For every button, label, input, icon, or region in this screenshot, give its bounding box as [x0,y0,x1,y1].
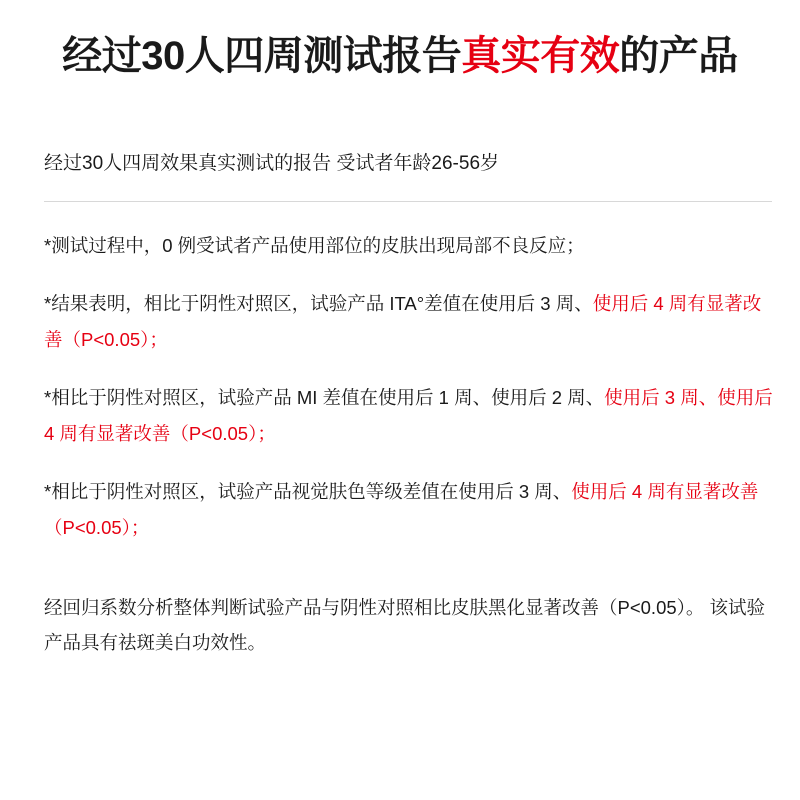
finding-mi-result-segment-0: *相比于阴性对照区，试验产品 MI 差值在使用后 1 周、使用后 2 周、 [44,386,605,408]
finding-ita-result [44,286,774,358]
page-title-highlight: 真实有效 [461,34,620,78]
page-title [0,32,800,80]
divider [44,201,772,202]
finding-conclusion [44,590,774,660]
page-title-lead: 经过30人四周测试报告 [62,34,462,78]
finding-no-adverse-reaction [44,228,774,264]
page-title-tail: 的产品 [619,34,738,78]
finding-mi-result [44,380,774,452]
finding-visual-skin-tone-result [44,474,774,546]
findings-list [44,228,774,661]
finding-visual-skin-tone-result-segment-0: *相比于阴性对照区，试验产品视觉肤色等级差值在使用后 3 周、 [44,480,572,502]
finding-conclusion-segment-0: 经回归系数分析整体判断试验产品与阴性对照相比皮肤黑化显著改善（P<0.05）。 该试验产品具有祛斑美白功效性。 [44,596,766,654]
report-subtitle: 经过30人四周效果真实测试的报告 受试者年龄26-56岁 [44,153,500,174]
finding-ita-result-segment-0: *结果表明，相比于阴性对照区，试验产品 ITA°差值在使用后 3 周、 [44,292,593,314]
report-body [44,150,774,660]
finding-mi-result-segment-1: 使用后 3 周、使用后 4 周有显著改善（P<0.05）； [44,386,773,444]
finding-no-adverse-reaction-segment-0: *测试过程中，0 例受试者产品使用部位的皮肤出现局部不良反应； [44,234,585,256]
finding-visual-skin-tone-result-segment-1: 使用后 4 周有显著改善（P<0.05）； [44,480,759,538]
finding-ita-result-segment-1: 使用后 4 周有显著改善（P<0.05）； [44,292,762,350]
